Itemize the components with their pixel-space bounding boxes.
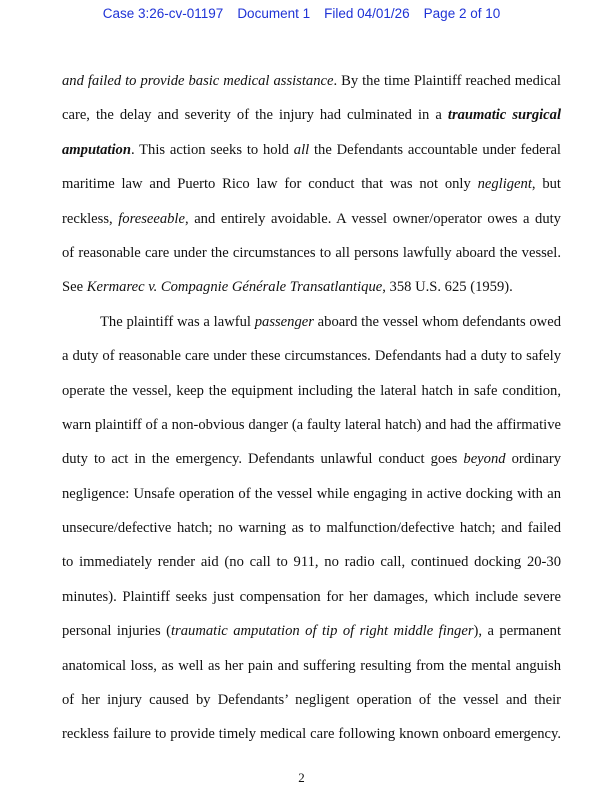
text-line: personal injuries (traumatic amputation of tip of right middle finger), a permanent <box>62 623 562 640</box>
text-line: See Kermarec v. Compagnie Générale Transatlantique, 358 U.S. 625 (1959). <box>62 279 513 296</box>
text-line: and failed to provide basic medical assistance. By the time Plaintiff reached medical <box>62 73 561 89</box>
text-line: duty to act in the emergency. Defendants unlawful conduct goes beyond ordinary <box>62 451 562 468</box>
paragraph-1 <box>62 64 561 305</box>
paragraph-2 <box>62 305 561 752</box>
text-line: negligence: Unsafe operation of the vessel while engaging in active docking with an <box>62 485 561 502</box>
text-line: minutes). Plaintiff seeks just compensation for her damages, which include severe <box>62 588 561 605</box>
page-indicator: Page 2 of 10 <box>423 6 501 21</box>
text-line: of her injury caused by Defendants’ negligent operation of the vessel and their <box>62 692 561 709</box>
text-line: operate the vessel, keep the equipment including the lateral hatch in safe condition, <box>62 382 561 399</box>
document-number: Document 1 <box>237 6 311 21</box>
text-line: reckless failure to provide timely medical care following known onboard emergency. <box>62 726 561 743</box>
text-line: to immediately render aid (no call to 911, no radio call, continued docking 20-30 <box>62 554 561 571</box>
text-line: care, the delay and severity of the injury had culminated in a traumatic surgical <box>62 107 561 124</box>
text-line: amputation. This action seeks to hold all the Defendants accountable under federal <box>62 141 561 158</box>
case-number: Case 3:26-cv-01197 <box>102 6 224 21</box>
text-line: a duty of reasonable care under these circumstances. Defendants had a duty to safely <box>62 348 561 365</box>
page-number: 2 <box>298 770 305 785</box>
text-line: unsecure/defective hatch; no warning as to malfunction/defective hatch; and failed <box>62 520 561 537</box>
text-line: of reasonable care under the circumstances to all persons lawfully aboard the vessel. <box>62 244 561 261</box>
filed-date: Filed 04/01/26 <box>324 6 410 21</box>
case-citation: Kermarec v. Compagnie Générale Transatlantique <box>86 279 383 296</box>
text-line: The plaintiff was a lawful passenger aboard the vessel whom defendants owed <box>100 313 561 330</box>
document-body <box>62 64 561 752</box>
text-line: maritime law and Puerto Rico law for conduct that was not only negligent, but <box>62 176 561 193</box>
text-line: warn plaintiff of a non-obvious danger (a faulty lateral hatch) and had the affirmative <box>62 416 561 433</box>
text-line: reckless, foreseeable, and entirely avoidable. A vessel owner/operator owes a duty <box>62 210 561 227</box>
filing-header <box>0 6 603 21</box>
text-line: anatomical loss, as well as her pain and suffering resulting from the mental anguish <box>62 657 561 674</box>
